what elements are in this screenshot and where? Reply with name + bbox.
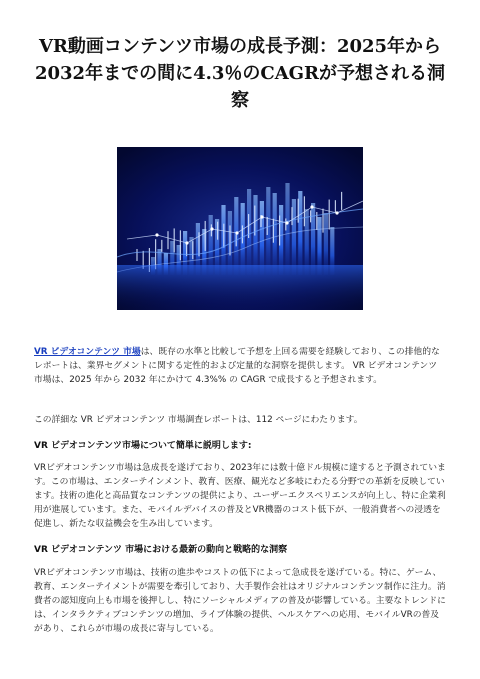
hero-dot bbox=[335, 211, 338, 214]
intro-text: は、既存の水準と比較して予想を上回る需要を経験しており、この排他的なレポートは、業界セグメントに関する定性的および定量的な洞察を提供します。 VR ビデオコンテンツ 市場は、2025 年から 2032 年にかけて 4.3%% の CAGR で成長すると予想されます。 bbox=[34, 347, 440, 385]
hero-bar bbox=[298, 191, 302, 275]
section2-heading: VR ビデオコンテンツ 市場における最新の動向と戦略的な洞察 bbox=[34, 545, 288, 555]
financial-chart-illustration-icon bbox=[117, 147, 363, 310]
hero-bar bbox=[311, 203, 315, 275]
hero-dot bbox=[235, 231, 238, 234]
hero-dot bbox=[185, 241, 188, 244]
hero-image bbox=[117, 147, 363, 310]
section1-heading: VR ビデオコンテンツ市場について簡単に説明します: bbox=[34, 441, 252, 451]
hero-dot bbox=[260, 215, 263, 218]
hero-dot bbox=[285, 221, 288, 224]
page-title: VR動画コンテンツ市場の成長予測：2025年から2032年までの間に4.3％のCAGRが予想される洞察 bbox=[34, 36, 446, 111]
pages-note: この詳細な VR ビデオコンテンツ 市場調査レポートは、112 ページにわたります。 bbox=[34, 415, 363, 425]
hero-bar bbox=[260, 201, 264, 275]
intro-paragraph bbox=[34, 345, 446, 387]
section1-paragraph: VRビデオコンテンツ市場は急成長を遂げており、2023年には数十億ドル規模に達すると予測されています。この市場は、エンターテインメント、教育、医療、観光など多岐にわたる分野での革新を反映しています。技術の進化と高品質なコンテンツの提供により、ユーザーエクスペリエンスが向上し、特に企業利用が進展しています。また、モバイルデバイスの普及とVR機器のコスト低下が、一般消費者への浸透を促進し、新たな収益機会を生み出しています。 bbox=[34, 463, 446, 529]
market-link[interactable]: VR ビデオコンテンツ 市場 bbox=[34, 347, 141, 357]
hero-dot bbox=[210, 227, 213, 230]
hero-dot bbox=[310, 205, 313, 208]
section2-paragraph: VRビデオコンテンツ市場は、技術の進歩やコストの低下によって急成長を遂げている。特に、ゲーム、教育、エンターテイメントが需要を牽引しており、大手製作会社はオリジナルコンテンツ制作に注力。消費者の認知度向上も市場を後押しし、特にソーシャルメディアの普及が影響している。主要なトレンドには、インタラクティブコンテンツの増加、ライブ体験の提供、ヘルスケアへの応用、モバイルVRの普及があり、これらが市場の成長に寄与している。 bbox=[34, 568, 446, 634]
hero-dot bbox=[155, 233, 158, 236]
hero-bar bbox=[253, 195, 257, 275]
